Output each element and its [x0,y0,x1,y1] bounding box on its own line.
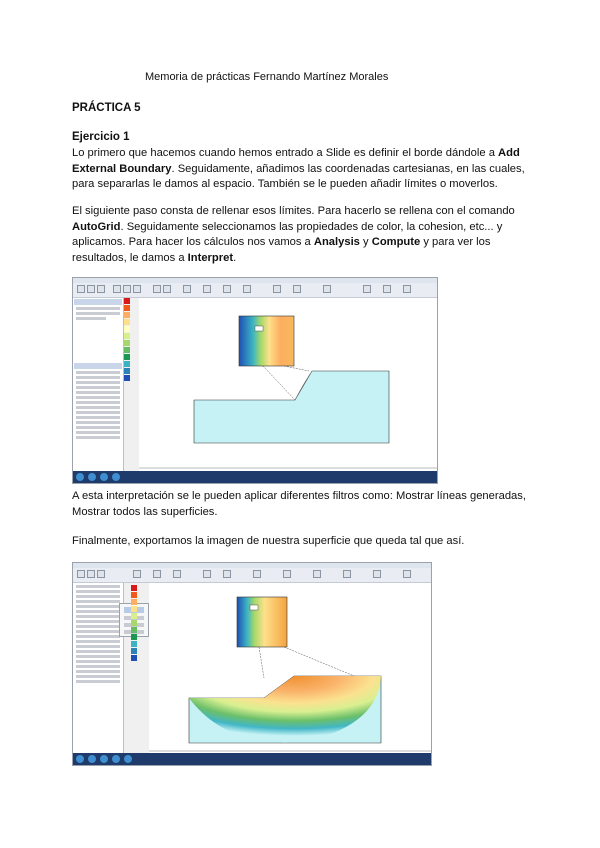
slope-model-export [149,583,431,753]
exercise-title: Ejercicio 1 [72,131,130,143]
toolbar [73,568,431,583]
start-icon [76,473,84,481]
page-header: Memoria de prácticas Fernando Martínez Morales [145,71,389,83]
start-icon [76,755,84,763]
paragraph-export: Finalmente, exportamos la imagen de nuestra superficie que queda tal que así. [72,535,465,547]
color-legend [131,585,145,662]
paragraph-autogrid: El siguiente paso consta de rellenar esos límites. Para hacerlo se rellena con el comando AutoGrid. Seguidamente seleccionamos las propiedades de color, la cohesion, etc... y aplicamos. Para hacer los cálculos nos vamos a Analysis y Compute y para ver los resultados, le damos a Interpret. [72,205,515,264]
model-canvas [139,298,437,471]
paragraph-boundary: Lo primero que hacemos cuando hemos entrado a Slide es definir el borde dándole a Add External Boundary. Seguidamente, añadimos las coordenadas cartesianas, en las cuales, para separarlas le damos al espacio. También se le pueden añadir límites o moverlos. [72,147,525,190]
taskbar [73,753,431,765]
taskbar [73,471,437,483]
toolbar [73,283,437,298]
slide-screenshot-export [72,562,432,766]
model-canvas [149,583,431,753]
page-title: PRÁCTICA 5 [72,102,141,114]
color-legend [124,298,138,382]
paragraph-filters: A esta interpretación se le pueden aplicar diferentes filtros como: Mostrar líneas generadas, Mostrar todos las superficies. [72,490,526,518]
sidebar-panel [73,583,124,753]
slope-model [139,298,437,471]
sidebar-panel [73,298,124,471]
slide-screenshot-interpret [72,277,438,484]
